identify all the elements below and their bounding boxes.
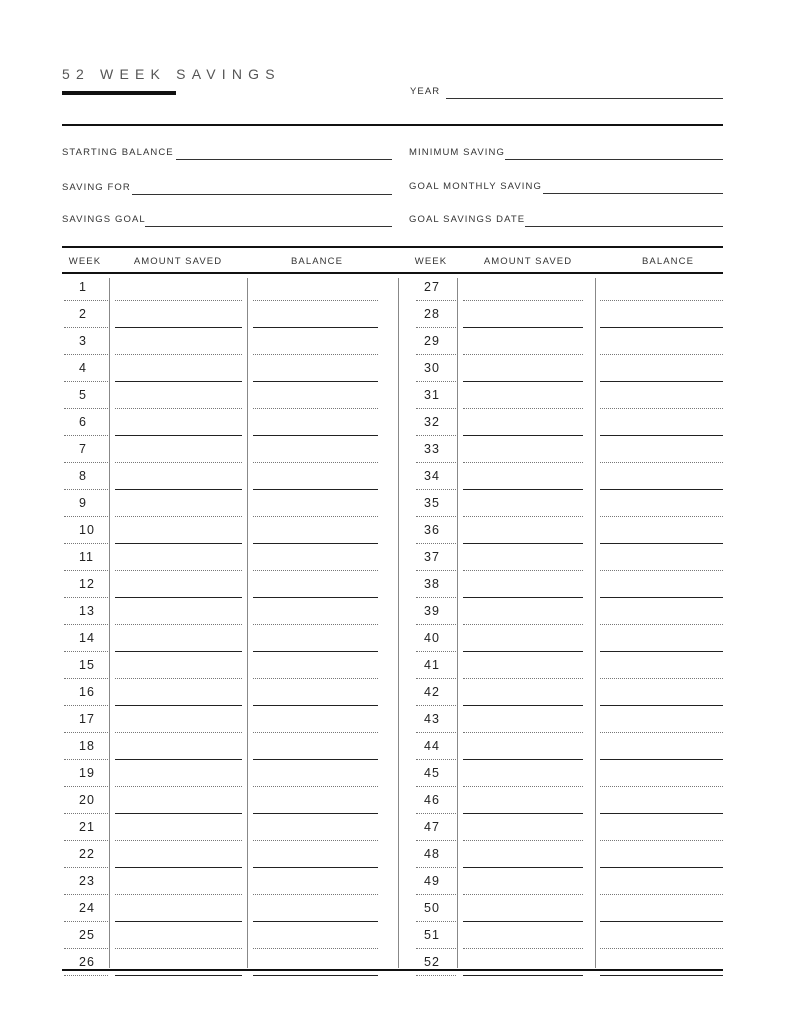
week-cell-line xyxy=(64,948,108,949)
header-week-left: WEEK xyxy=(68,256,102,267)
week-number: 15 xyxy=(79,658,95,672)
amount-saved-entry[interactable] xyxy=(463,489,583,490)
week-number: 13 xyxy=(79,604,95,618)
week-cell-line xyxy=(416,813,456,814)
amount-saved-entry[interactable] xyxy=(463,597,583,598)
week-number: 20 xyxy=(79,793,95,807)
week-number: 38 xyxy=(424,577,440,591)
week-cell-line xyxy=(64,435,108,436)
amount-saved-entry[interactable] xyxy=(463,975,583,976)
week-cell-line xyxy=(64,975,108,976)
amount-saved-entry[interactable] xyxy=(115,840,242,841)
goal-savings-date-label: GOAL SAVINGS DATE xyxy=(409,214,526,225)
week-cell-line xyxy=(416,354,456,355)
balance-entry[interactable] xyxy=(600,678,723,679)
week-cell-line xyxy=(64,327,108,328)
balance-entry[interactable] xyxy=(600,516,723,517)
amount-saved-entry[interactable] xyxy=(463,570,583,571)
amount-saved-entry[interactable] xyxy=(115,516,242,517)
column-divider xyxy=(457,278,458,968)
amount-saved-entry[interactable] xyxy=(115,381,242,382)
week-number: 26 xyxy=(79,955,95,969)
year-label: YEAR xyxy=(410,86,441,97)
balance-entry[interactable] xyxy=(600,759,723,760)
amount-saved-entry[interactable] xyxy=(115,705,242,706)
week-number: 27 xyxy=(424,280,440,294)
week-number: 10 xyxy=(79,523,95,537)
week-cell-line xyxy=(64,678,108,679)
week-cell-line xyxy=(64,300,108,301)
week-number: 5 xyxy=(79,388,87,402)
week-number: 4 xyxy=(79,361,87,375)
balance-entry[interactable] xyxy=(600,705,723,706)
amount-saved-entry[interactable] xyxy=(115,867,242,868)
week-number: 35 xyxy=(424,496,440,510)
balance-entry[interactable] xyxy=(253,867,378,868)
balance-entry[interactable] xyxy=(600,840,723,841)
week-cell-line xyxy=(64,381,108,382)
week-cell-line xyxy=(64,624,108,625)
column-divider xyxy=(247,278,248,968)
week-cell-line xyxy=(416,327,456,328)
week-number: 28 xyxy=(424,307,440,321)
amount-saved-entry[interactable] xyxy=(463,408,583,409)
amount-saved-entry[interactable] xyxy=(463,921,583,922)
title-underline xyxy=(62,91,176,95)
week-number: 2 xyxy=(79,307,87,321)
balance-entry[interactable] xyxy=(253,381,378,382)
week-number: 40 xyxy=(424,631,440,645)
balance-entry[interactable] xyxy=(600,489,723,490)
amount-saved-entry[interactable] xyxy=(115,462,242,463)
week-number: 37 xyxy=(424,550,440,564)
amount-saved-entry[interactable] xyxy=(463,435,583,436)
amount-saved-entry[interactable] xyxy=(463,813,583,814)
goal-monthly-saving-line[interactable] xyxy=(543,193,723,194)
balance-entry[interactable] xyxy=(600,543,723,544)
balance-entry[interactable] xyxy=(600,786,723,787)
balance-entry[interactable] xyxy=(253,597,378,598)
week-cell-line xyxy=(64,651,108,652)
amount-saved-entry[interactable] xyxy=(115,894,242,895)
column-divider xyxy=(595,278,596,968)
week-number: 11 xyxy=(79,550,94,564)
amount-saved-entry[interactable] xyxy=(115,543,242,544)
week-cell-line xyxy=(64,543,108,544)
balance-entry[interactable] xyxy=(600,948,723,949)
balance-entry[interactable] xyxy=(600,732,723,733)
goal-monthly-saving-label: GOAL MONTHLY SAVING xyxy=(409,181,542,192)
goal-savings-date-field[interactable] xyxy=(409,214,723,228)
week-number: 50 xyxy=(424,901,440,915)
balance-entry[interactable] xyxy=(253,732,378,733)
week-cell-line xyxy=(416,867,456,868)
header-balance-left: BALANCE xyxy=(290,256,344,267)
week-number: 6 xyxy=(79,415,87,429)
week-number: 12 xyxy=(79,577,95,591)
amount-saved-entry[interactable] xyxy=(115,570,242,571)
savings-goal-label: SAVINGS GOAL xyxy=(62,214,146,225)
balance-entry[interactable] xyxy=(600,327,723,328)
week-number: 30 xyxy=(424,361,440,375)
week-number: 43 xyxy=(424,712,440,726)
minimum-saving-label: MINIMUM SAVING xyxy=(409,147,505,158)
amount-saved-entry[interactable] xyxy=(115,813,242,814)
amount-saved-entry[interactable] xyxy=(463,759,583,760)
balance-entry[interactable] xyxy=(600,921,723,922)
amount-saved-entry[interactable] xyxy=(115,300,242,301)
balance-entry[interactable] xyxy=(253,678,378,679)
amount-saved-entry[interactable] xyxy=(115,921,242,922)
balance-entry[interactable] xyxy=(600,408,723,409)
balance-entry[interactable] xyxy=(253,300,378,301)
header-amount-saved-right: AMOUNT SAVED xyxy=(483,256,573,267)
balance-entry[interactable] xyxy=(253,840,378,841)
starting-balance-field[interactable] xyxy=(62,147,392,161)
week-cell-line xyxy=(416,543,456,544)
balance-entry[interactable] xyxy=(600,570,723,571)
amount-saved-entry[interactable] xyxy=(115,948,242,949)
amount-saved-entry[interactable] xyxy=(115,975,242,976)
week-number: 36 xyxy=(424,523,440,537)
saving-for-field[interactable] xyxy=(62,182,392,196)
amount-saved-entry[interactable] xyxy=(463,327,583,328)
amount-saved-entry[interactable] xyxy=(463,705,583,706)
week-cell-line xyxy=(416,435,456,436)
amount-saved-entry[interactable] xyxy=(463,516,583,517)
week-number: 31 xyxy=(424,388,440,402)
amount-saved-entry[interactable] xyxy=(463,300,583,301)
saving-for-line[interactable] xyxy=(132,194,392,195)
balance-entry[interactable] xyxy=(600,624,723,625)
amount-saved-entry[interactable] xyxy=(115,435,242,436)
amount-saved-entry[interactable] xyxy=(463,948,583,949)
balance-entry[interactable] xyxy=(600,597,723,598)
week-number: 49 xyxy=(424,874,440,888)
week-cell-line xyxy=(416,975,456,976)
minimum-saving-line[interactable] xyxy=(505,159,723,160)
week-cell-line xyxy=(416,381,456,382)
header-week-right: WEEK xyxy=(414,256,448,267)
balance-entry[interactable] xyxy=(600,300,723,301)
amount-saved-entry[interactable] xyxy=(115,489,242,490)
amount-saved-entry[interactable] xyxy=(463,840,583,841)
column-divider xyxy=(398,278,399,968)
balance-entry[interactable] xyxy=(253,327,378,328)
week-cell-line xyxy=(416,678,456,679)
week-number: 19 xyxy=(79,766,95,780)
balance-entry[interactable] xyxy=(600,894,723,895)
balance-entry[interactable] xyxy=(253,489,378,490)
table-bottom-rule xyxy=(62,969,723,971)
week-cell-line xyxy=(416,597,456,598)
week-number: 16 xyxy=(79,685,95,699)
balance-entry[interactable] xyxy=(253,759,378,760)
amount-saved-entry[interactable] xyxy=(463,651,583,652)
week-number: 24 xyxy=(79,901,95,915)
balance-entry[interactable] xyxy=(253,813,378,814)
week-cell-line xyxy=(416,408,456,409)
week-number: 52 xyxy=(424,955,440,969)
week-cell-line xyxy=(416,624,456,625)
week-number: 39 xyxy=(424,604,440,618)
amount-saved-entry[interactable] xyxy=(115,354,242,355)
balance-entry[interactable] xyxy=(253,354,378,355)
week-number: 45 xyxy=(424,766,440,780)
amount-saved-entry[interactable] xyxy=(463,867,583,868)
week-number: 25 xyxy=(79,928,95,942)
amount-saved-entry[interactable] xyxy=(463,732,583,733)
week-cell-line xyxy=(64,867,108,868)
week-number: 18 xyxy=(79,739,95,753)
week-number: 14 xyxy=(79,631,95,645)
week-cell-line xyxy=(64,705,108,706)
column-divider xyxy=(109,278,110,968)
week-number: 17 xyxy=(79,712,95,726)
week-number: 9 xyxy=(79,496,87,510)
header-amount-saved-left: AMOUNT SAVED xyxy=(133,256,223,267)
week-cell-line xyxy=(64,840,108,841)
week-cell-line xyxy=(64,813,108,814)
week-cell-line xyxy=(64,489,108,490)
week-cell-line xyxy=(416,759,456,760)
week-number: 3 xyxy=(79,334,87,348)
starting-balance-label: STARTING BALANCE xyxy=(62,147,174,158)
week-cell-line xyxy=(416,786,456,787)
week-cell-line xyxy=(64,894,108,895)
amount-saved-entry[interactable] xyxy=(115,786,242,787)
week-number: 21 xyxy=(79,820,95,834)
balance-entry[interactable] xyxy=(253,705,378,706)
table-header-rule xyxy=(62,272,723,274)
balance-entry[interactable] xyxy=(253,435,378,436)
page-title: 52 WEEK SAVINGS xyxy=(62,66,281,82)
balance-entry[interactable] xyxy=(600,651,723,652)
amount-saved-entry[interactable] xyxy=(463,786,583,787)
table-top-rule xyxy=(62,246,723,248)
balance-entry[interactable] xyxy=(253,786,378,787)
week-number: 41 xyxy=(424,658,440,672)
balance-entry[interactable] xyxy=(600,435,723,436)
amount-saved-entry[interactable] xyxy=(463,894,583,895)
week-number: 8 xyxy=(79,469,87,483)
week-cell-line xyxy=(64,921,108,922)
balance-entry[interactable] xyxy=(253,921,378,922)
week-number: 47 xyxy=(424,820,440,834)
starting-balance-line[interactable] xyxy=(176,159,392,160)
balance-entry[interactable] xyxy=(600,867,723,868)
week-cell-line xyxy=(416,894,456,895)
week-cell-line xyxy=(416,705,456,706)
week-cell-line xyxy=(64,408,108,409)
balance-entry[interactable] xyxy=(253,462,378,463)
week-cell-line xyxy=(416,651,456,652)
week-cell-line xyxy=(64,786,108,787)
header-balance-right: BALANCE xyxy=(641,256,695,267)
balance-entry[interactable] xyxy=(253,543,378,544)
year-field[interactable] xyxy=(410,86,723,100)
amount-saved-entry[interactable] xyxy=(463,624,583,625)
balance-entry[interactable] xyxy=(600,813,723,814)
week-cell-line xyxy=(416,948,456,949)
amount-saved-entry[interactable] xyxy=(463,381,583,382)
balance-entry[interactable] xyxy=(600,354,723,355)
amount-saved-entry[interactable] xyxy=(115,597,242,598)
goal-monthly-saving-field[interactable] xyxy=(409,181,723,195)
week-number: 42 xyxy=(424,685,440,699)
week-number: 48 xyxy=(424,847,440,861)
balance-entry[interactable] xyxy=(253,516,378,517)
week-number: 32 xyxy=(424,415,440,429)
goal-savings-date-line[interactable] xyxy=(525,226,723,227)
amount-saved-entry[interactable] xyxy=(463,354,583,355)
balance-entry[interactable] xyxy=(600,462,723,463)
week-cell-line xyxy=(64,354,108,355)
amount-saved-entry[interactable] xyxy=(115,651,242,652)
balance-entry[interactable] xyxy=(253,948,378,949)
week-number: 7 xyxy=(79,442,87,456)
week-number: 23 xyxy=(79,874,95,888)
amount-saved-entry[interactable] xyxy=(115,624,242,625)
balance-entry[interactable] xyxy=(253,651,378,652)
balance-entry[interactable] xyxy=(253,975,378,976)
week-number: 29 xyxy=(424,334,440,348)
balance-entry[interactable] xyxy=(253,570,378,571)
year-line[interactable] xyxy=(446,98,723,99)
week-number: 1 xyxy=(79,280,87,294)
savings-goal-line[interactable] xyxy=(145,226,392,227)
week-cell-line xyxy=(416,840,456,841)
week-number: 33 xyxy=(424,442,440,456)
header-divider xyxy=(62,124,723,126)
amount-saved-entry[interactable] xyxy=(115,408,242,409)
week-number: 46 xyxy=(424,793,440,807)
week-number: 44 xyxy=(424,739,440,753)
amount-saved-entry[interactable] xyxy=(115,732,242,733)
amount-saved-entry[interactable] xyxy=(463,678,583,679)
amount-saved-entry[interactable] xyxy=(115,327,242,328)
balance-entry[interactable] xyxy=(600,975,723,976)
balance-entry[interactable] xyxy=(253,624,378,625)
amount-saved-entry[interactable] xyxy=(463,462,583,463)
balance-entry[interactable] xyxy=(600,381,723,382)
savings-goal-field[interactable] xyxy=(62,214,392,228)
week-cell-line xyxy=(416,489,456,490)
week-cell-line xyxy=(64,597,108,598)
week-cell-line xyxy=(416,516,456,517)
week-cell-line xyxy=(416,300,456,301)
amount-saved-entry[interactable] xyxy=(115,759,242,760)
week-cell-line xyxy=(416,732,456,733)
week-cell-line xyxy=(416,570,456,571)
amount-saved-entry[interactable] xyxy=(115,678,242,679)
week-number: 34 xyxy=(424,469,440,483)
week-cell-line xyxy=(64,462,108,463)
week-number: 22 xyxy=(79,847,95,861)
week-cell-line xyxy=(64,516,108,517)
week-cell-line xyxy=(416,462,456,463)
week-number: 51 xyxy=(424,928,440,942)
week-cell-line xyxy=(64,570,108,571)
week-cell-line xyxy=(64,759,108,760)
amount-saved-entry[interactable] xyxy=(463,543,583,544)
minimum-saving-field[interactable] xyxy=(409,147,723,161)
balance-entry[interactable] xyxy=(253,894,378,895)
saving-for-label: SAVING FOR xyxy=(62,182,131,193)
week-cell-line xyxy=(416,921,456,922)
week-cell-line xyxy=(64,732,108,733)
balance-entry[interactable] xyxy=(253,408,378,409)
